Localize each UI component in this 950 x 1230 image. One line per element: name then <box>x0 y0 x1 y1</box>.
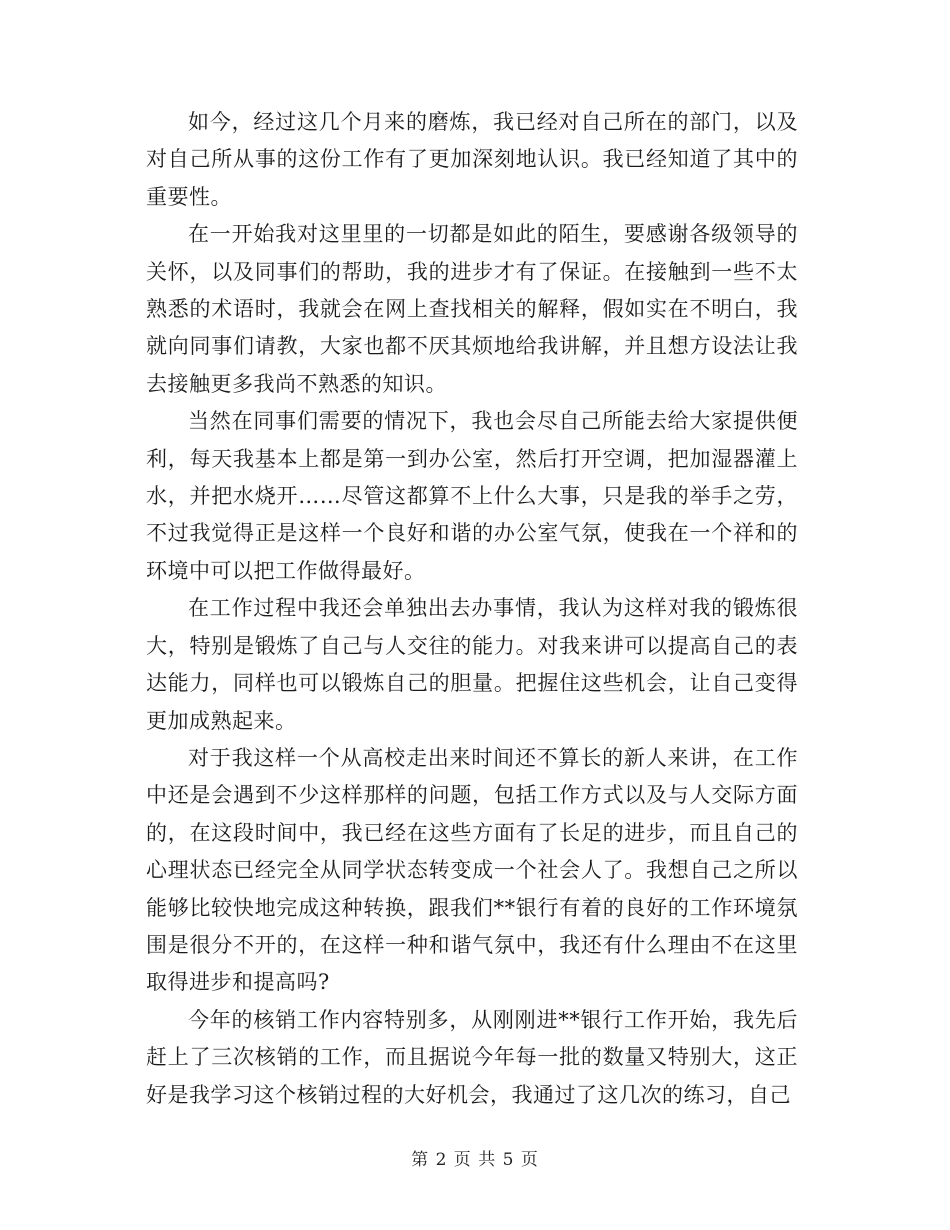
page-footer: 第 2 页 共 5 页 <box>411 1150 539 1170</box>
paragraph-2: 在一开始我对这里里的一切都是如此的陌生，要感谢各级领导的关怀，以及同事们的帮助，我的进步才有了保证。在接触到一些不太熟悉的术语时，我就会在网上查找相关的解释，假如实在不明白，我就向同事们请教，大家也都不厌其烦地给我讲解，并且想方设法让我去接触更多我尚不熟悉的知识。 <box>146 222 798 396</box>
paragraph-3: 当然在同事们需要的情况下，我也会尽自己所能去给大家提供便利，每天我基本上都是第一到办公室，然后打开空调，把加湿器灌上水，并把水烧开……尽管这都算不上什么大事，只是我的举手之劳，不过我觉得正是这样一个良好和谐的办公室气氛，使我在一个祥和的环境中可以把工作做得最好。 <box>146 409 798 583</box>
paragraph-5: 对于我这样一个从高校走出来时间还不算长的新人来讲，在工作中还是会遇到不少这样那样的问题，包括工作方式以及与人交际方面的，在这段时间中，我已经在这些方面有了长足的进步，而且自己的心理状态已经完全从同学状态转变成一个社会人了。我想自己之所以能够比较快地完成这种转换，跟我们**银行有着的良好的工作环境氛围是很分不开的，在这样一种和谐气氛中，我还有什么理由不在这里取得进步和提高吗? <box>146 745 798 995</box>
paragraph-4: 在工作过程中我还会单独出去办事情，我认为这样对我的锻炼很大，特别是锻炼了自己与人交往的能力。对我来讲可以提高自己的表达能力，同样也可以锻炼自己的胆量。把握住这些机会，让自己变得更加成熟起来。 <box>146 596 798 733</box>
paragraph-1: 如今，经过这几个月来的磨炼，我已经对自己所在的部门，以及对自己所从事的这份工作有了更加深刻地认识。我已经知道了其中的重要性。 <box>146 110 798 209</box>
document-body <box>146 104 798 1114</box>
paragraph-6: 今年的核销工作内容特别多，从刚刚进**银行工作开始，我先后赶上了三次核销的工作，而且据说今年每一批的数量又特别大，这正好是我学习这个核销过程的大好机会，我通过了这几次的练习，自己 <box>146 1007 798 1107</box>
